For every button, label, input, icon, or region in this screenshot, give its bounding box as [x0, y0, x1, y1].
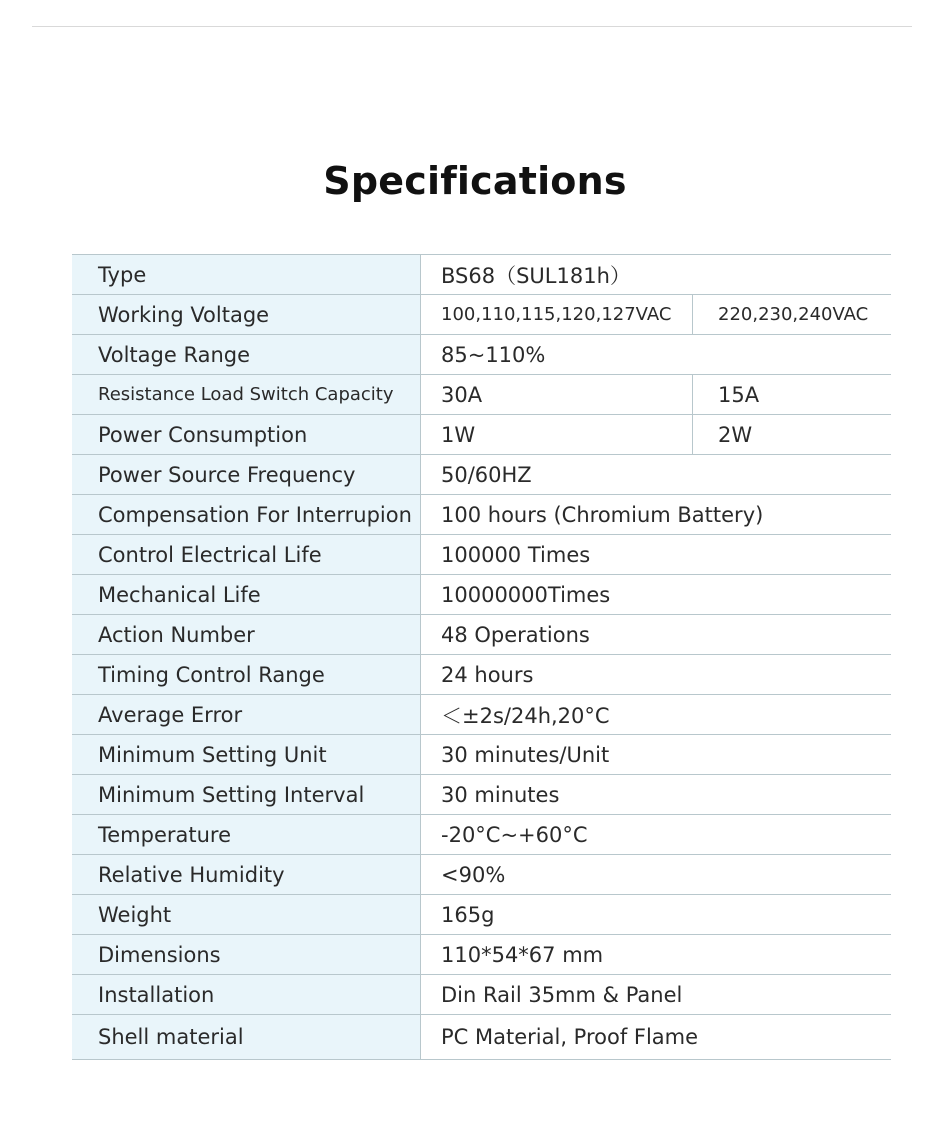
spec-values — [421, 1015, 891, 1059]
table-row — [72, 975, 891, 1015]
spec-values — [421, 255, 891, 294]
spec-value: 1W — [421, 415, 693, 454]
spec-value: 30 minutes/Unit — [441, 742, 610, 767]
spec-label: Temperature — [72, 815, 421, 854]
spec-label: Minimum Setting Unit — [72, 735, 421, 774]
spec-values — [421, 735, 891, 774]
spec-value: 100,110,115,120,127VAC — [421, 295, 693, 334]
spec-label: Mechanical Life — [72, 575, 421, 614]
spec-value: BS68（SUL181h） — [441, 263, 631, 288]
spec-values — [421, 655, 891, 694]
spec-label: Control Electrical Life — [72, 535, 421, 574]
spec-label: Minimum Setting Interval — [72, 775, 421, 814]
spec-value: <90% — [441, 862, 506, 887]
table-row — [72, 415, 891, 455]
spec-label: Dimensions — [72, 935, 421, 974]
spec-values — [421, 335, 891, 374]
spec-values — [421, 295, 891, 334]
table-row — [72, 295, 891, 335]
table-row — [72, 735, 891, 775]
spec-label: Compensation For Interrupion — [72, 495, 421, 534]
table-row — [72, 455, 891, 495]
spec-label: Timing Control Range — [72, 655, 421, 694]
table-row — [72, 495, 891, 535]
spec-value: 30A — [421, 375, 693, 414]
spec-label: Shell material — [72, 1015, 421, 1059]
spec-value: PC Material, Proof Flame — [441, 1025, 699, 1049]
table-row — [72, 855, 891, 895]
table-row — [72, 375, 891, 415]
spec-value: 30 minutes — [441, 782, 560, 807]
spec-value: 100 hours (Chromium Battery) — [441, 502, 764, 527]
spec-value: ＜±2s/24h,20°C — [441, 703, 610, 728]
spec-values — [421, 895, 891, 934]
spec-value: 24 hours — [441, 662, 534, 687]
spec-label: Installation — [72, 975, 421, 1014]
spec-value: 2W — [718, 422, 753, 447]
spec-values — [421, 615, 891, 654]
spec-values — [421, 975, 891, 1014]
top-divider — [32, 26, 912, 27]
spec-values — [421, 415, 891, 454]
table-row — [72, 895, 891, 935]
spec-label: Weight — [72, 895, 421, 934]
spec-values — [421, 455, 891, 494]
spec-values — [421, 535, 891, 574]
page-title: Specifications — [323, 159, 627, 204]
spec-value: 10000000Times — [441, 582, 611, 607]
table-row — [72, 535, 891, 575]
spec-values — [421, 855, 891, 894]
table-row — [72, 815, 891, 855]
spec-values — [421, 815, 891, 854]
spec-label: Relative Humidity — [72, 855, 421, 894]
table-row — [72, 615, 891, 655]
spec-values — [421, 495, 891, 534]
spec-value: 50/60HZ — [441, 462, 532, 487]
spec-label: Action Number — [72, 615, 421, 654]
table-row — [72, 575, 891, 615]
spec-label: Working Voltage — [72, 295, 421, 334]
table-row — [72, 1015, 891, 1059]
table-row — [72, 255, 891, 295]
spec-value: 100000 Times — [441, 542, 591, 567]
spec-values — [421, 575, 891, 614]
spec-label: Average Error — [72, 695, 421, 734]
spec-label: Resistance Load Switch Capacity — [72, 375, 421, 414]
spec-value: 220,230,240VAC — [718, 304, 869, 325]
table-row — [72, 655, 891, 695]
spec-value: 85~110% — [441, 342, 546, 367]
spec-label: Power Source Frequency — [72, 455, 421, 494]
spec-value: 110*54*67 mm — [441, 942, 604, 967]
spec-value: Din Rail 35mm & Panel — [441, 982, 683, 1007]
spec-label: Type — [72, 255, 421, 294]
table-row — [72, 695, 891, 735]
spec-values — [421, 935, 891, 974]
spec-value: 165g — [441, 902, 495, 927]
table-row — [72, 335, 891, 375]
spec-values — [421, 375, 891, 414]
spec-value: -20°C~+60°C — [441, 822, 588, 847]
spec-label: Voltage Range — [72, 335, 421, 374]
spec-values — [421, 695, 891, 734]
spec-label: Power Consumption — [72, 415, 421, 454]
spec-values — [421, 775, 891, 814]
spec-value: 48 Operations — [441, 622, 590, 647]
spec-value: 15A — [718, 382, 760, 407]
specifications-table — [72, 254, 891, 1060]
table-row — [72, 775, 891, 815]
table-row — [72, 935, 891, 975]
